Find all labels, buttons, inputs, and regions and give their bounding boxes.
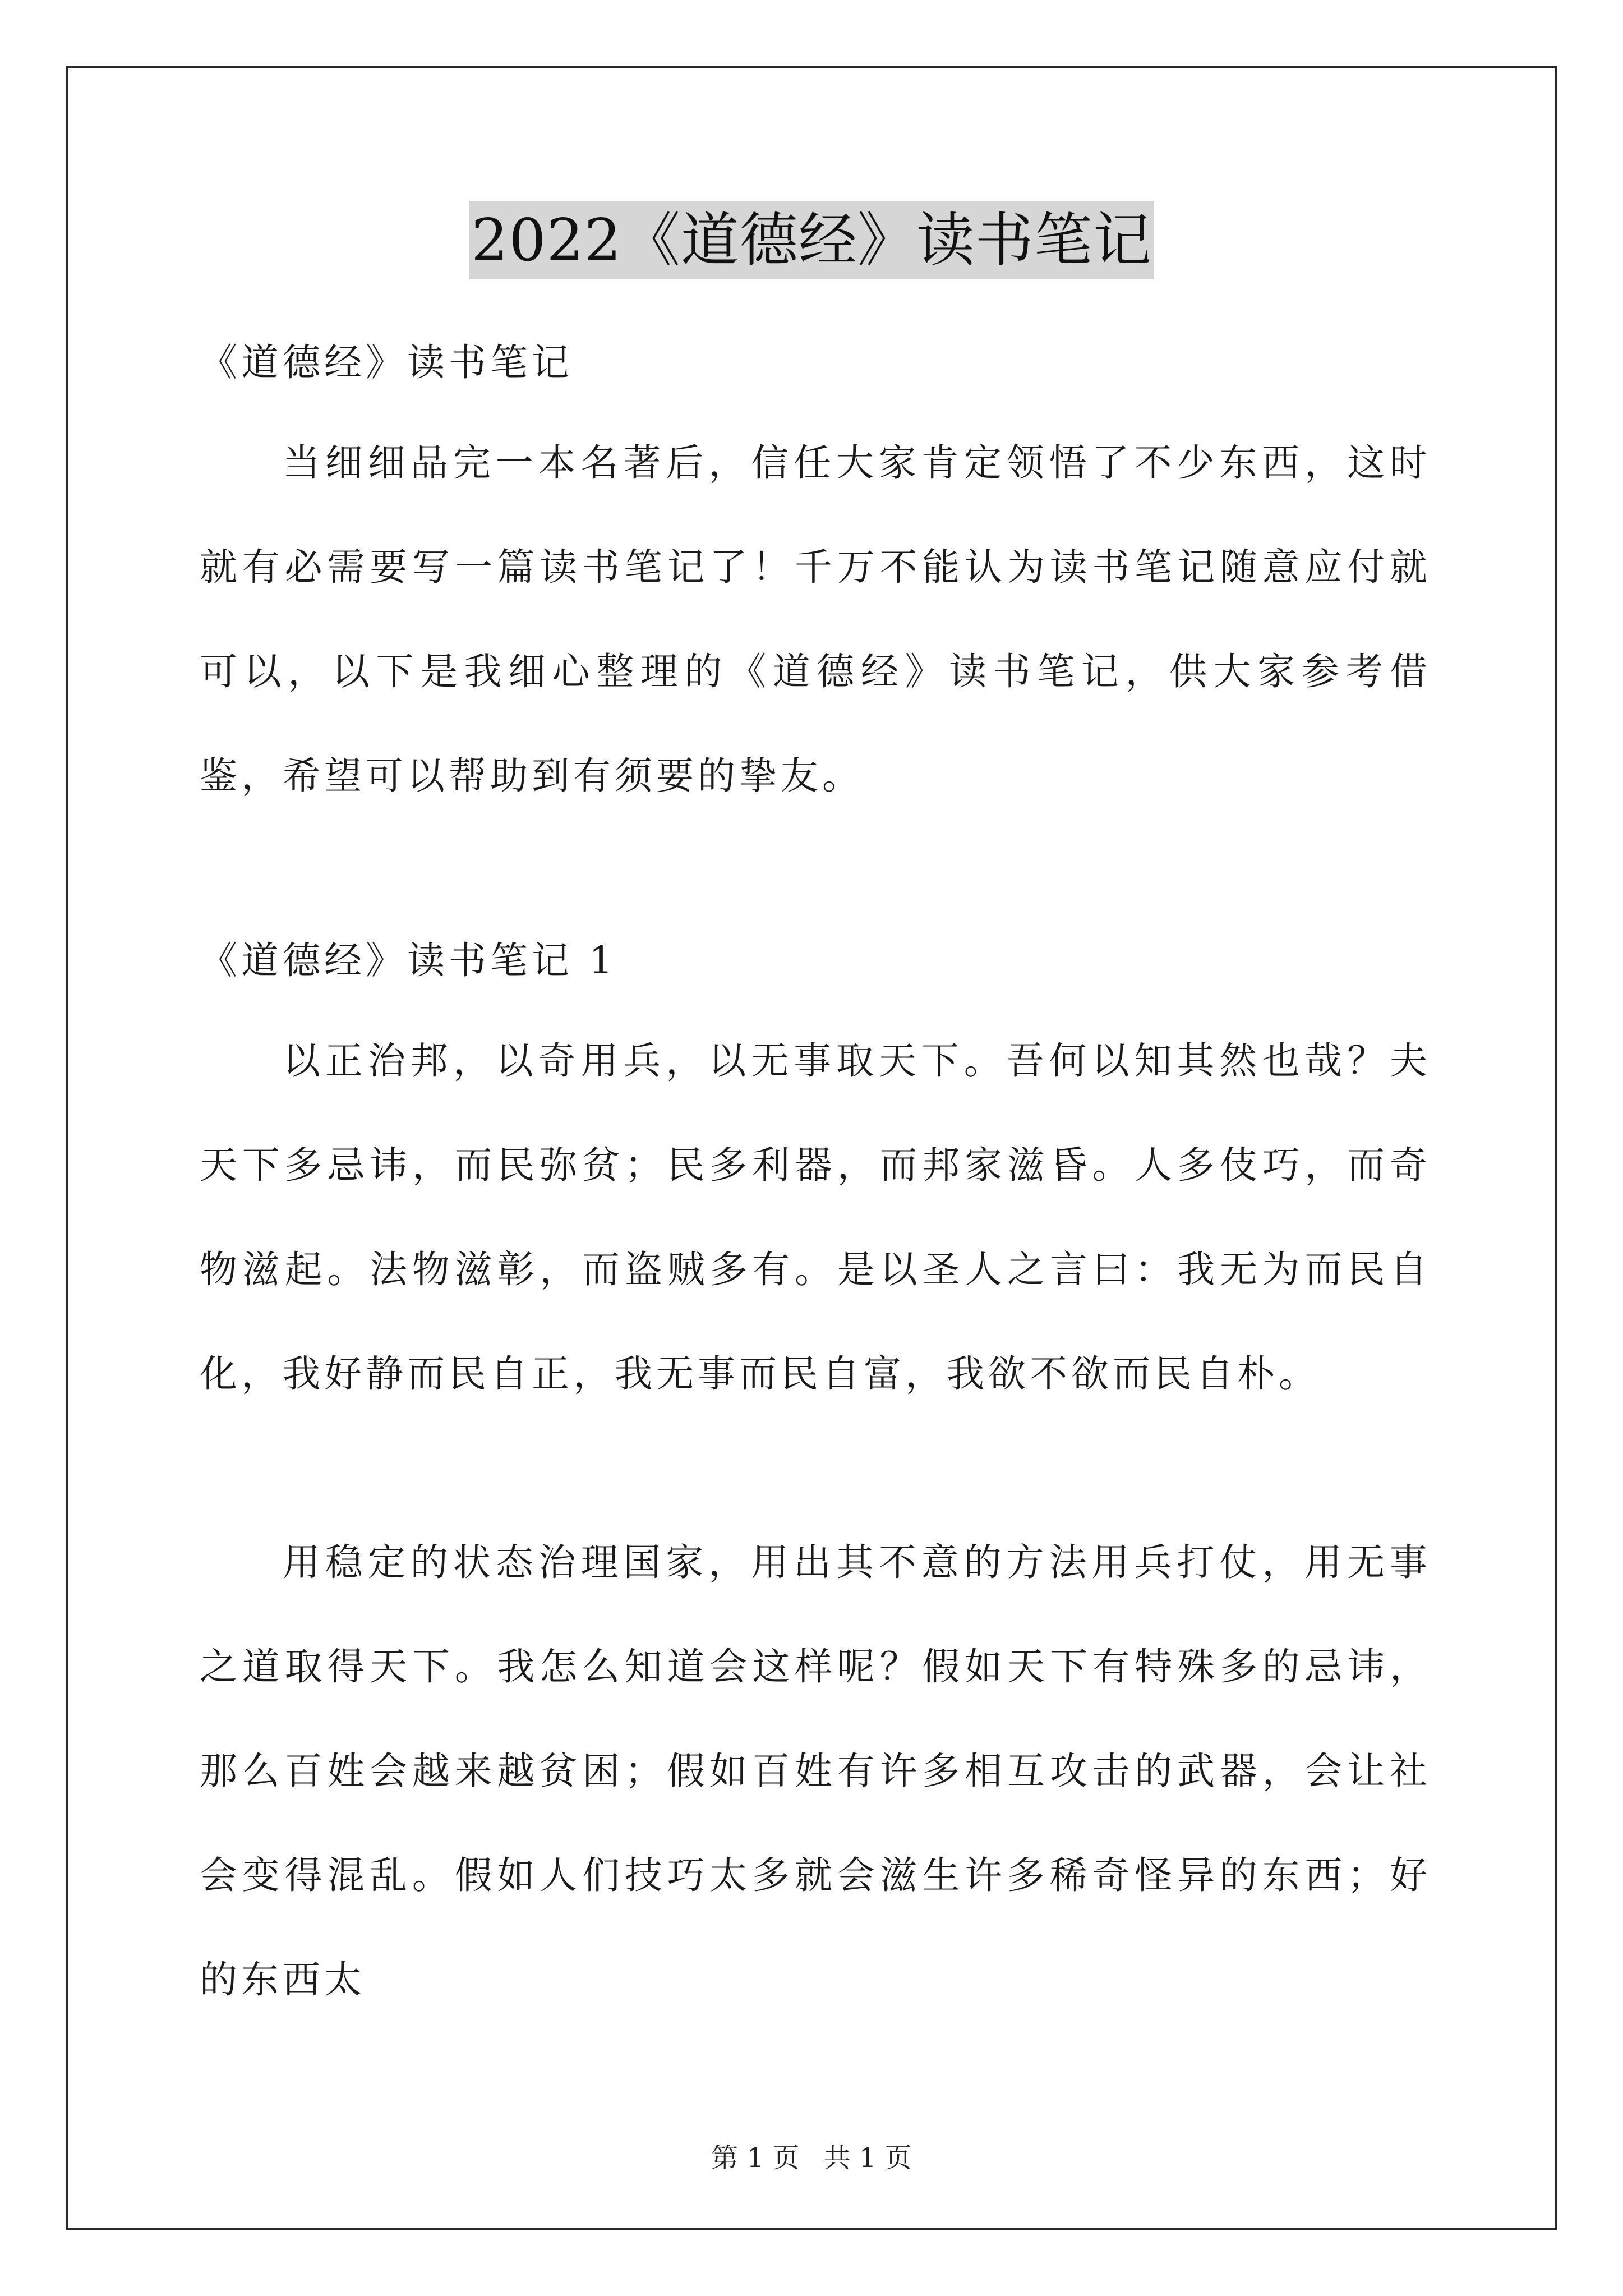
section-paragraph-2: 用稳定的状态治理国家，用出其不意的方法用兵打仗，用无事之道取得天下。我怎么知道会这样呢？假如天下有特殊多的忌讳，那么百姓会越来越贫困；假如百姓有许多相互攻击的武器，会让社会变得混乱。假如人们技巧太多就会滋生许多稀奇怪异的东西；好的东西太 bbox=[200, 1540, 1431, 2001]
spacer bbox=[200, 828, 1431, 912]
page-footer bbox=[0, 2136, 1623, 2175]
intro-paragraph: 当细细品完一本名著后，信任大家肯定领悟了不少东西，这时就有必需要写一篇读书笔记了！千万不能认为读书笔记随意应付就可以，以下是我细心整理的《道德经》读书笔记，供大家参考借鉴，希望可以帮助到有须要的挚友。 bbox=[200, 441, 1431, 798]
intro-heading: 《道德经》读书笔记 bbox=[200, 341, 573, 384]
page-total: 共 1 页 bbox=[823, 2142, 912, 2174]
section-heading: 《道德经》读书笔记 1 bbox=[200, 938, 617, 982]
document-body bbox=[200, 314, 1431, 2032]
section-paragraph-1: 以正治邦，以奇用兵，以无事取天下。吾何以知其然也哉？夫天下多忌讳，而民弥贫；民多利器，而邦家滋昏。人多伎巧，而奇物滋起。法物滋彰，而盗贼多有。是以圣人之言曰：我无为而民自化，我好静而民自正，我无事而民自富，我欲不欲而民自朴。 bbox=[200, 1039, 1431, 1396]
spacer bbox=[200, 1426, 1431, 1510]
page-number: 第 1 页 bbox=[711, 2142, 800, 2174]
title-container bbox=[0, 201, 1623, 279]
document-title: 2022《道德经》读书笔记 bbox=[469, 201, 1154, 279]
